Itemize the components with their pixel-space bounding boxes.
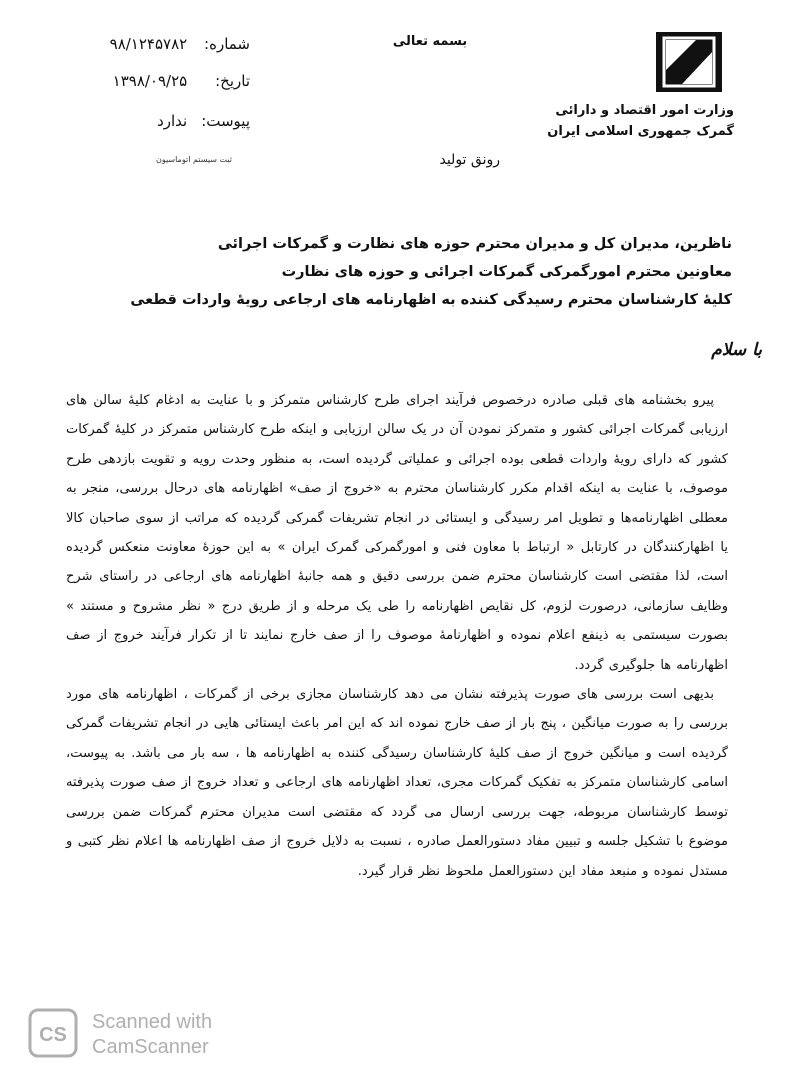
letter-body (66, 386, 728, 886)
basmala: بسمه تعالی (392, 34, 468, 49)
date-value: ۱۳۹۸/۰۹/۲۵ (112, 72, 188, 90)
customs-logo (652, 30, 726, 94)
addressee-line: معاونین محترم امورگمرکی گمرکات اجرائی و حوزه های نظارت (281, 264, 732, 280)
date-label: تاریخ: (215, 72, 250, 90)
number-label: شماره: (204, 35, 250, 53)
watermark-line-1: Scanned with (92, 1011, 213, 1033)
greeting: با سلام (711, 340, 762, 360)
watermark-line-2: CamScanner (92, 1036, 209, 1058)
body-paragraph: پیرو بخشنامه های قبلی صادره درخصوص فرآیند اجرای طرح کارشناس متمرکز و با عنایت به ادغام کلیهٔ سالن های ارزیابی گمرکات اجرائی کشور و متمرکز نمودن آن در یک سالن ارزیابی و اینکه طرح کارشناس متمرکز در کلیهٔ گمرکات کشور که دارای رویهٔ واردات قطعی بوده اجرائی و عملیاتی گردیده است، به منظور وحدت رویه و تقویت بازدهی طرح موصوف، با عنایت به اینکه اقدام مکرر کارشناسان محترم به «خروج از صف» اظهارنامه های درحال بررسی، منجر به معطلی اظهارنامه‌ها و تطویل امر رسیدگی و ایستائی در انجام تشریفات گمرکی گردیده که مراتب از سوی صاحبان کالا یا اظهارکنندگان در کارتابل « ارتباط با معاون فنی و امورگمرکی گمرک ایران » به این حوزهٔ معاونت منعکس گردیده است، لذا مقتضی است کارشناسان محترم ضمن بررسی دقیق و همه جانبهٔ اظهارنامه های ارجاعی در راستای شرح وظایف سازمانی، درصورت لزوم، کل نقایص اظهارنامه را طی یک مرحله و از طریق درج « نظر مشروح و مستند » بصورت سیستمی به ذینفع اعلام نموده و اظهارنامهٔ موصوف را از صف خارج نمایند تا از تکرار فرآیند خروج از صف اظهارنامه ها جلوگیری گردد. (66, 393, 728, 673)
number-value: ۹۸/۱۲۴۵۷۸۲ (109, 35, 188, 53)
addressees (92, 230, 732, 314)
ministry-name: وزارت امور اقتصاد و دارائی (555, 103, 734, 118)
attachment-label: پیوست: (201, 112, 250, 130)
letter-attachment (70, 112, 250, 130)
customs-emblem-icon (652, 30, 726, 94)
camscanner-icon (28, 1008, 78, 1058)
camscanner-watermark (28, 1006, 268, 1066)
customs-name: گمرک جمهوری اسلامی ایران (547, 124, 734, 139)
letter-date (70, 72, 250, 90)
addressee-line: کلیهٔ کارشناسان محترم رسیدگی کننده به اظهارنامه های ارجاعی رویهٔ واردات قطعی (130, 292, 732, 308)
watermark-text (92, 1010, 272, 1060)
copy-to: رونق تولید (439, 152, 500, 168)
body-paragraph: بدیهی است بررسی های صورت پذیرفته نشان می دهد کارشناسان مجازی برخی از گمرکات ، اظهارنامه های مورد بررسی را به صورت میانگین ، پنج بار از صف خارج نموده اند که این امر باعث ایستائی هایی در انجام تشریفات گمرکی گردیده است و میانگین خروج از صف کلیهٔ کارشناسان رسیدگی کننده به اظهارنامه ها ، سه بار می باشد. به پیوست، اسامی کارشناسان متمرکز به تفکیک گمرکات مجری، تعداد اظهارنامه های ارجاعی و تعداد خروج از صف صورت پذیرفته توسط کارشناسان مربوطه، جهت بررسی ارسال می گردد که مقتضی است مدیران محترم گمرکات ضمن بررسی موضوع با تشکیل جلسه و تبیین مفاد دستورالعمل صادره ، نسبت به دلایل خروج از صف اظهارنامه ها اعلام نظر کتبی و مستدل نموده و منبعد مفاد این دستورالعمل ملحوظ نظر قرار گیرد. (66, 687, 728, 879)
ministry-header (514, 100, 734, 142)
camscanner-badge-text: CS (39, 1024, 67, 1046)
addressee-line: ناظرین، مدیران کل و مدیران محترم حوزه های نظارت و گمرکات اجرائی (217, 236, 732, 252)
attachment-value: ندارد (157, 112, 188, 130)
automation-stamp: ثبت سیستم اتوماسیون (155, 155, 232, 164)
letter-number (70, 35, 250, 53)
